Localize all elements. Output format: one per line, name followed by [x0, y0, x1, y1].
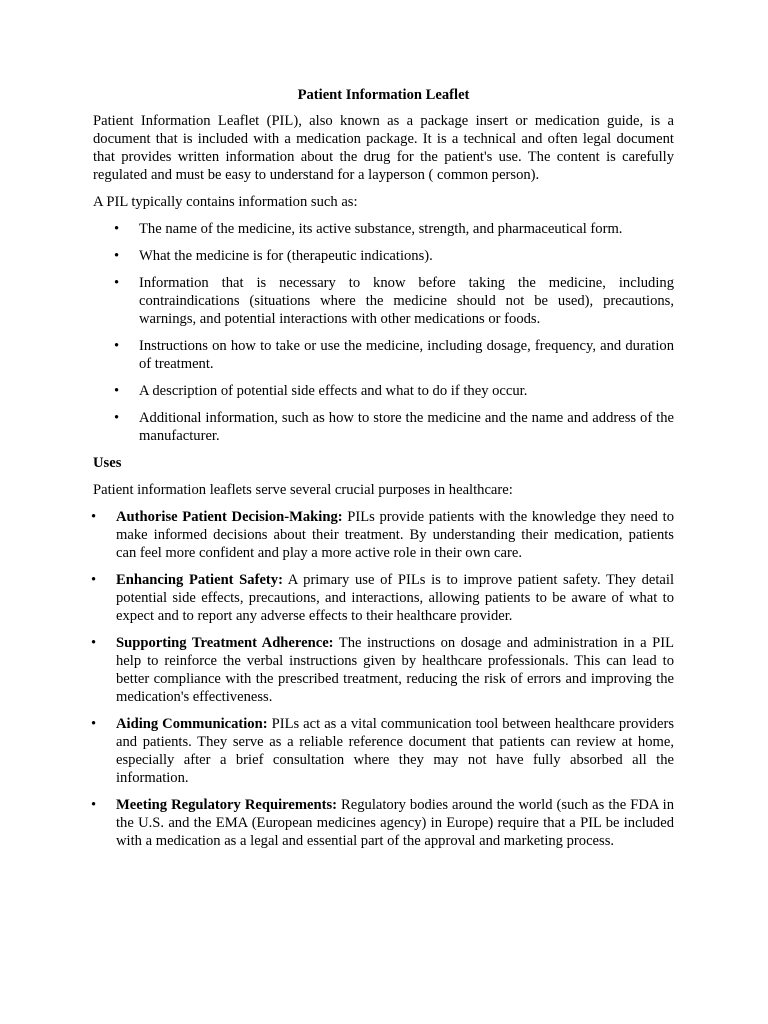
- uses-list-item: [93, 634, 674, 706]
- contents-list-item: [93, 337, 674, 373]
- uses-list-item: [93, 508, 674, 562]
- uses-item-term: Aiding Communication:: [116, 716, 268, 732]
- uses-list: [93, 508, 674, 850]
- contents-item-text: A description of potential side effects and what to do if they occur.: [139, 383, 528, 399]
- contents-list-item: [93, 247, 674, 265]
- contents-lead-paragraph: A PIL typically contains information such as:: [93, 194, 358, 210]
- bullet-icon: •: [91, 716, 97, 732]
- bullet-icon: •: [114, 275, 120, 291]
- uses-item-term: Authorise Patient Decision-Making:: [116, 509, 343, 525]
- uses-item-text: A primary use of PILs is to improve patient safety. They detail potential side effects, precautions, and interactions, allowing patients to be aware of what to expect and to report any adverse effects to their healthcare provider.: [116, 572, 675, 624]
- bullet-icon: •: [91, 572, 97, 588]
- uses-lead-paragraph: Patient information leaflets serve several crucial purposes in healthcare:: [93, 482, 513, 498]
- bullet-icon: •: [91, 509, 97, 525]
- bullet-icon: •: [91, 635, 97, 651]
- bullet-icon: •: [91, 797, 97, 813]
- intro-paragraph: Patient Information Leaflet (PIL), also known as a package insert or medication guide, is a document that is included with a medication package. It is a technical and often legal document that provides written information about the drug for the patient's use. The content is carefully regulated and must be easy to understand for a layperson ( common person).: [93, 113, 674, 183]
- uses-item-text: Regulatory bodies around the world (such as the FDA in the U.S. and the EMA (European medicines agency) in Europe) require that a PIL be included with a medication as a legal and essential part of the approval and marketing process.: [116, 797, 674, 849]
- uses-item-text: The instructions on dosage and administration in a PIL help to reinforce the verbal instructions given by healthcare professionals. This can lead to better compliance with the prescribed treatment, reducing the risk of errors and improving the medication's effectiveness.: [116, 635, 674, 705]
- uses-item-text: PILs provide patients with the knowledge they need to make informed decisions about their treatment. By understanding their medication, patients can feel more confident and play a more active role in their own care.: [116, 509, 674, 561]
- bullet-icon: •: [114, 338, 120, 354]
- uses-list-item: [93, 571, 674, 625]
- uses-item-term: Meeting Regulatory Requirements:: [116, 797, 337, 813]
- uses-item-term: Enhancing Patient Safety:: [116, 572, 283, 588]
- bullet-icon: •: [114, 383, 120, 399]
- contents-item-text: Additional information, such as how to store the medicine and the name and address of the manufacturer.: [139, 410, 674, 444]
- contents-list-item: [93, 220, 674, 238]
- contents-item-text: Instructions on how to take or use the medicine, including dosage, frequency, and duration of treatment.: [139, 338, 674, 372]
- contents-item-text: What the medicine is for (therapeutic indications).: [139, 248, 433, 264]
- contents-list-item: [93, 409, 674, 445]
- contents-list-item: [93, 274, 674, 328]
- document-title: Patient Information Leaflet: [297, 87, 470, 103]
- uses-list-item: [93, 796, 674, 850]
- contents-list-item: [93, 382, 674, 400]
- bullet-icon: •: [114, 221, 120, 237]
- uses-item-text: PILs act as a vital communication tool between healthcare providers and patients. They serve as a reliable reference document that patients can review at home, especially after a brief consultation where they may not have fully absorbed all the information.: [116, 716, 674, 786]
- document-page: [93, 86, 674, 859]
- uses-item-term: Supporting Treatment Adherence:: [116, 635, 334, 651]
- bullet-icon: •: [114, 410, 120, 426]
- bullet-icon: •: [114, 248, 120, 264]
- contents-item-text: The name of the medicine, its active substance, strength, and pharmaceutical form.: [139, 221, 623, 237]
- uses-heading: Uses: [93, 455, 122, 471]
- contents-item-text: Information that is necessary to know before taking the medicine, including contraindications (situations where the medicine should not be used), precautions, warnings, and potential interactions with other medications or foods.: [139, 275, 674, 327]
- contents-list: [93, 220, 674, 445]
- uses-list-item: [93, 715, 674, 787]
